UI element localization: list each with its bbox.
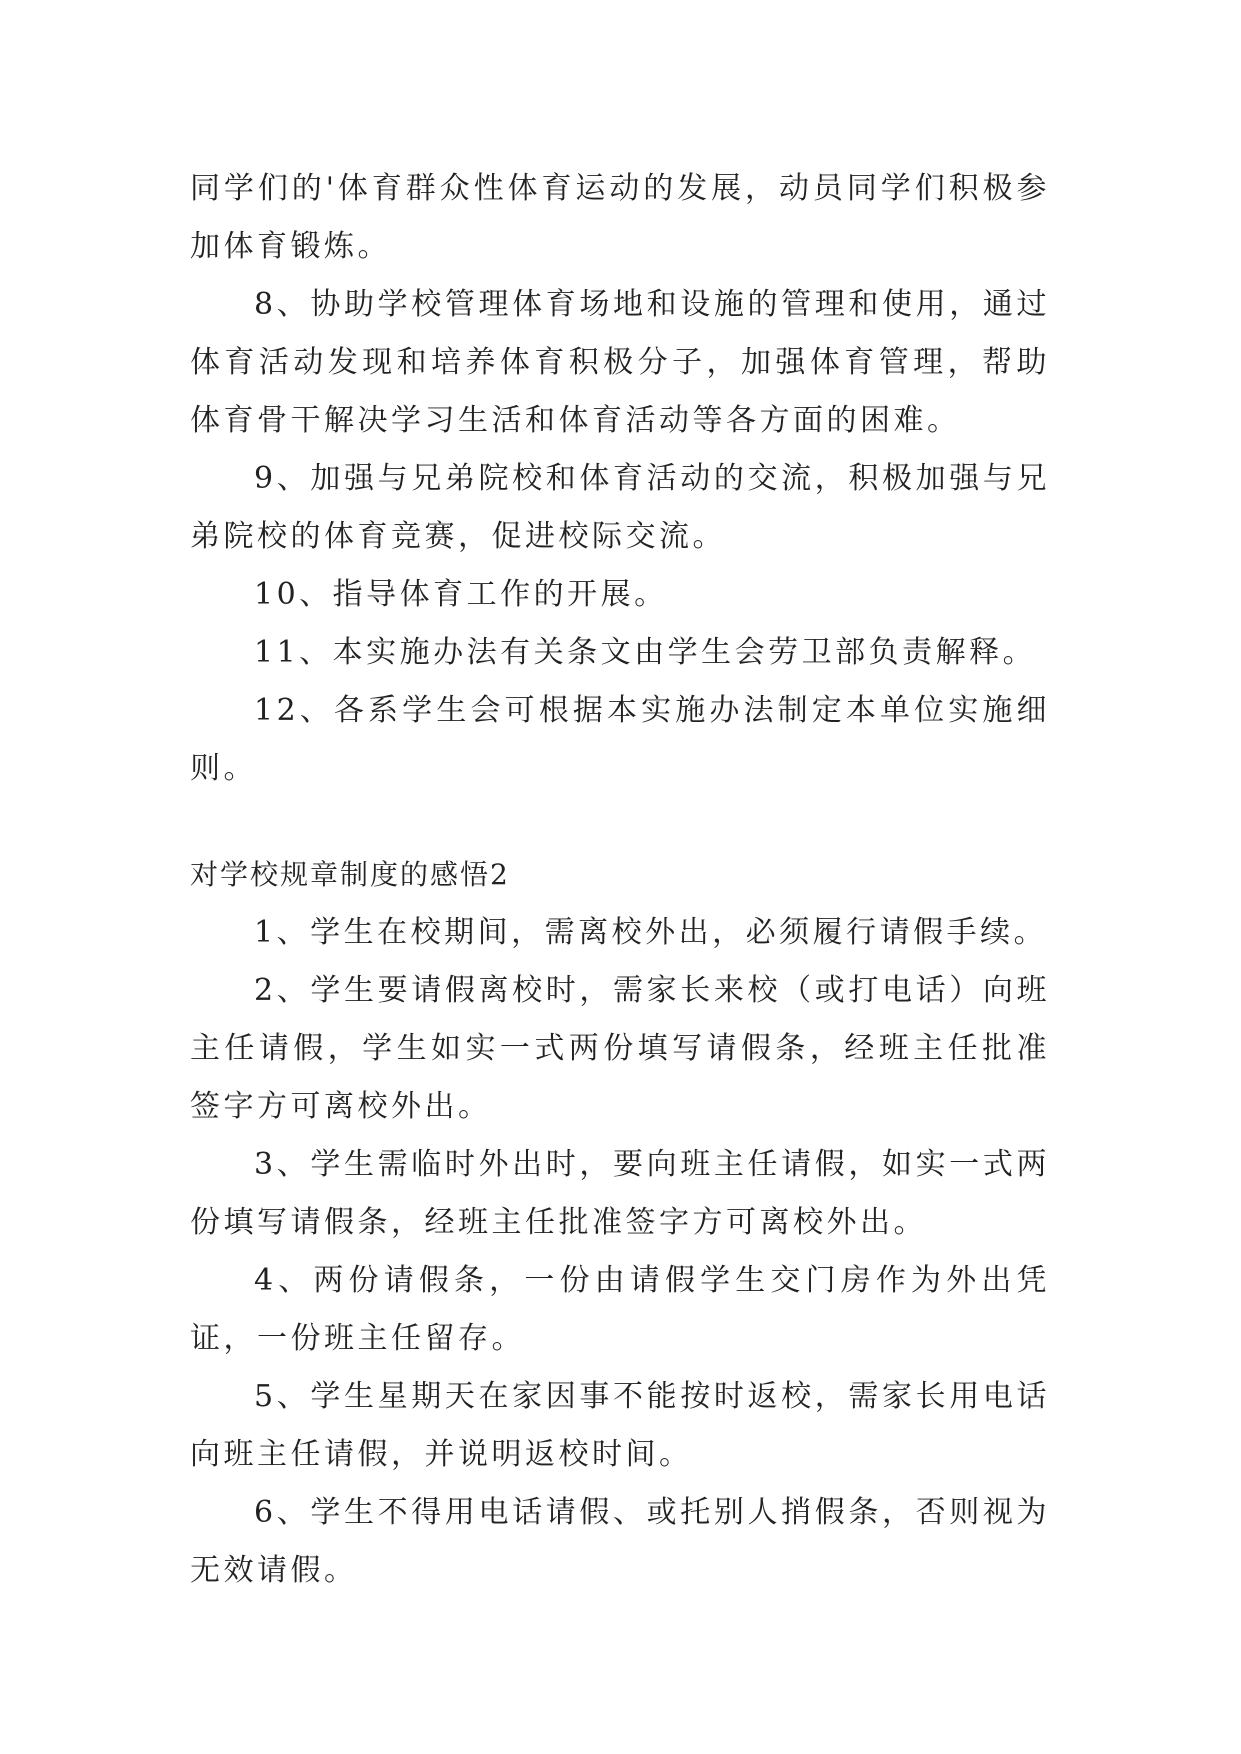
paragraph-rule-4: 4、两份请假条，一份由请假学生交门房作为外出凭证，一份班主任留存。 [190,1263,1050,1356]
paragraph-rule-2: 2、学生要请假离校时，需家长来校（或打电话）向班主任请假，学生如实一式两份填写请假条，经班主任批准签字方可离校外出。 [190,973,1050,1124]
paragraph-rule-3: 3、学生需临时外出时，要向班主任请假，如实一式两份填写请假条，经班主任批准签字方可离校外出。 [190,1147,1050,1240]
paragraph-item-8: 8、协助学校管理体育场地和设施的管理和使用，通过体育活动发现和培养体育积极分子，加强体育管理，帮助体育骨干解决学习生活和体育活动等各方面的困难。 [190,287,1050,438]
paragraph-rule-6: 6、学生不得用电话请假、或托别人捎假条，否则视为无效请假。 [190,1495,1050,1588]
paragraph-continuation: 同学们的'体育群众性体育运动的发展，动员同学们积极参加体育锻炼。 [190,171,1050,264]
paragraph-item-12: 12、各系学生会可根据本实施办法制定本单位实施细则。 [190,693,1050,786]
document-body [190,160,1050,1600]
paragraph-rule-5: 5、学生星期天在家因事不能按时返校，需家长用电话向班主任请假，并说明返校时间。 [190,1379,1050,1472]
paragraph-rule-1: 1、学生在校期间，需离校外出，必须履行请假手续。 [254,915,1048,950]
paragraph-item-9: 9、加强与兄弟院校和体育活动的交流，积极加强与兄弟院校的体育竞赛，促进校际交流。 [190,461,1050,554]
paragraph-item-10: 10、指导体育工作的开展。 [254,577,668,612]
paragraph-item-11: 11、本实施办法有关条文由学生会劳卫部负责解释。 [254,635,1037,670]
section-title: 对学校规章制度的感悟2 [190,858,510,891]
